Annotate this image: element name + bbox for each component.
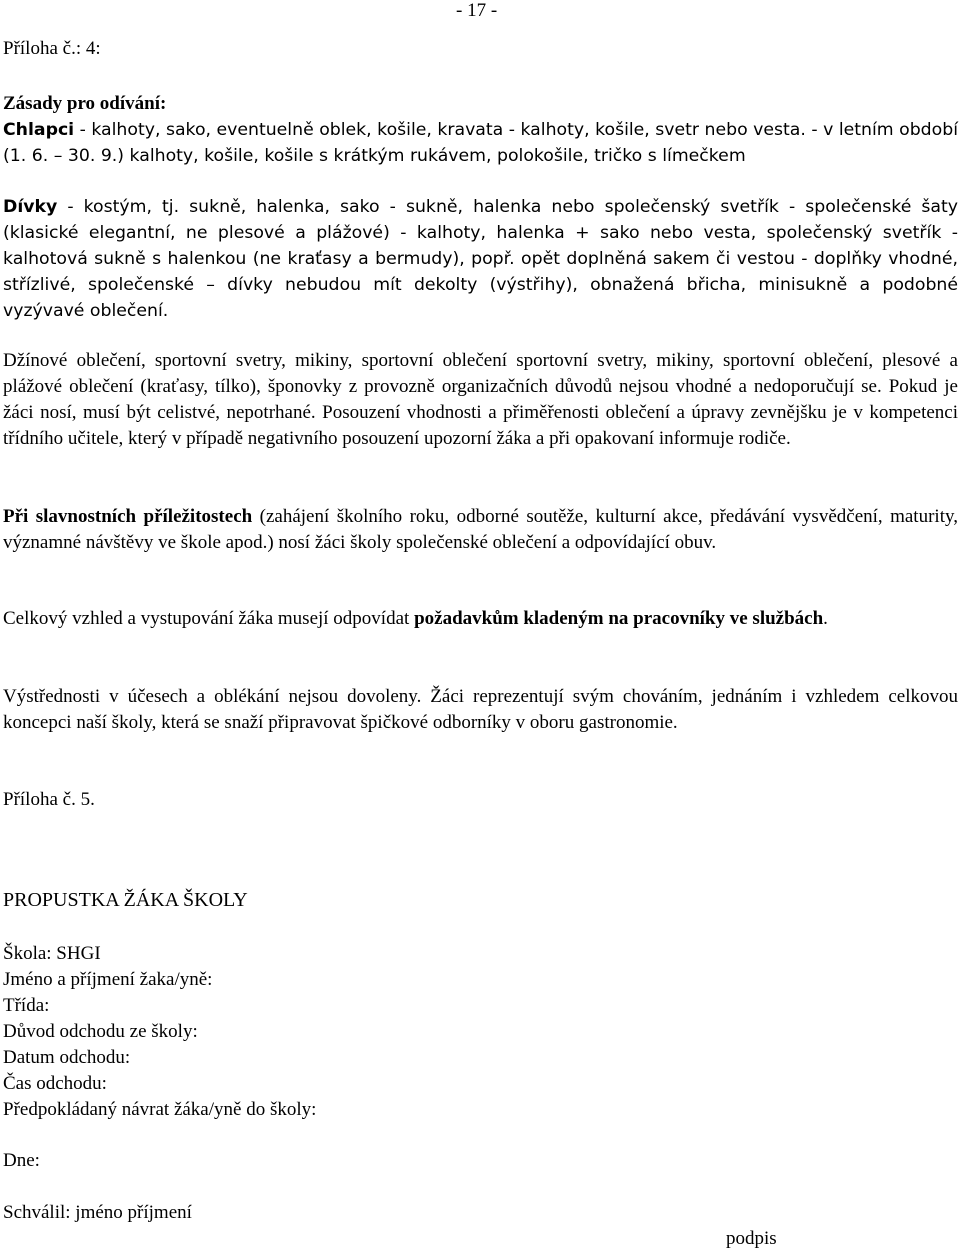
form-field-departure-time: Čas odchodu: <box>3 1073 107 1094</box>
ceremonial-text: (zahájení školního roku, odborné soutěže, kulturní akce, předávání vysvědčení, maturity, významné návštěvy ve škole apod.) nosí žáci školy společenské oblečení a odpovídající obuv. <box>3 506 958 553</box>
girls-label: Dívky <box>3 197 58 217</box>
boys-paragraph <box>3 117 958 169</box>
form-field-departure-date: Datum odchodu: <box>3 1047 131 1068</box>
ceremonial-paragraph <box>3 504 958 556</box>
pass-form-fields <box>3 941 958 1123</box>
form-field-reason: Důvod odchodu ze školy: <box>3 1021 198 1042</box>
form-field-class: Třída: <box>3 995 50 1016</box>
overall-text-start: Celkový vzhled a vystupování žáka musejí odpovídat <box>3 608 415 629</box>
form-field-expected-return: Předpokládaný návrat žáka/yně do školy: <box>3 1099 317 1120</box>
pass-form-title: PROPUSTKA ŽÁKA ŠKOLY <box>3 889 248 911</box>
dress-code-heading <box>3 91 958 117</box>
form-approved-label: Schválil: jméno příjmení <box>3 1202 192 1223</box>
dress-code-title: Zásady pro odívání: <box>3 93 167 114</box>
attachment-4-label: Příloha č.: 4: <box>3 38 101 59</box>
form-field-school: Škola: SHGI <box>3 943 101 964</box>
overall-text-bold: požadavkům kladeným na pracovníky ve službách <box>414 608 824 629</box>
ceremonial-label: Při slavnostních příležitostech <box>3 506 253 527</box>
form-signature-label: podpis <box>726 1228 777 1249</box>
form-field-student-name: Jméno a příjmení žaka/yně: <box>3 969 213 990</box>
page-number: - 17 - <box>456 0 498 21</box>
form-date-label: Dne: <box>3 1150 40 1171</box>
boys-label: Chlapci <box>3 120 75 140</box>
forbidden-clothing-paragraph: Džínové oblečení, sportovní svetry, mikiny, sportovní oblečení sportovní svetry, mikiny, sportovní oblečení, plesové a plážové oblečení (kraťasy, tílko), šponovky z provozně organizačních důvodů nejsou vhodné a nedoporučují se. Pokud je žáci nosí, musí být celistvé, nepotrhané. Posouzení vhodnosti a přiměřenosti oblečení a úpravy zevnějšku je v kompetenci třídního učitele, který v případě negativního posouzení upozorní žáka a při opakovaní informuje rodiče. <box>3 350 958 449</box>
overall-text-end: . <box>823 608 828 629</box>
boys-text: - kalhoty, sako, eventuelně oblek, košile, kravata - kalhoty, košile, svetr nebo vesta. - v letním období (1. 6. – 30. 9.) kalhoty, košile, košile s krátkým rukávem, polokošile, tričko s límečkem <box>3 120 958 166</box>
attachment-5-label: Příloha č. 5. <box>3 789 95 810</box>
overall-appearance-paragraph <box>3 606 958 632</box>
girls-text: - kostým, tj. sukně, halenka, sako - sukně, halenka nebo společenský svetřík - společenské šaty (klasické elegantní, ne plesové a plážové) - kalhoty, halenka + sako nebo vesta, společenský svetřík - kalhotová sukně s halenkou (ne kraťasy a bermudy), popř. opět doplněná sakem či vestou - doplňky vhodné, střízlivé, společenské – dívky nebudou mít dekolty (výstřihy), obnažená břicha, minisukně a podobné vyzývavé oblečení. <box>3 197 958 321</box>
girls-paragraph <box>3 194 958 324</box>
extravagance-paragraph: Výstřednosti v účesech a oblékání nejsou dovoleny. Žáci reprezentují svým chováním, jednáním i vzhledem celkovou koncepci naší školy, která se snaží připravovat špičkové odborníky v oboru gastronomie. <box>3 686 958 733</box>
